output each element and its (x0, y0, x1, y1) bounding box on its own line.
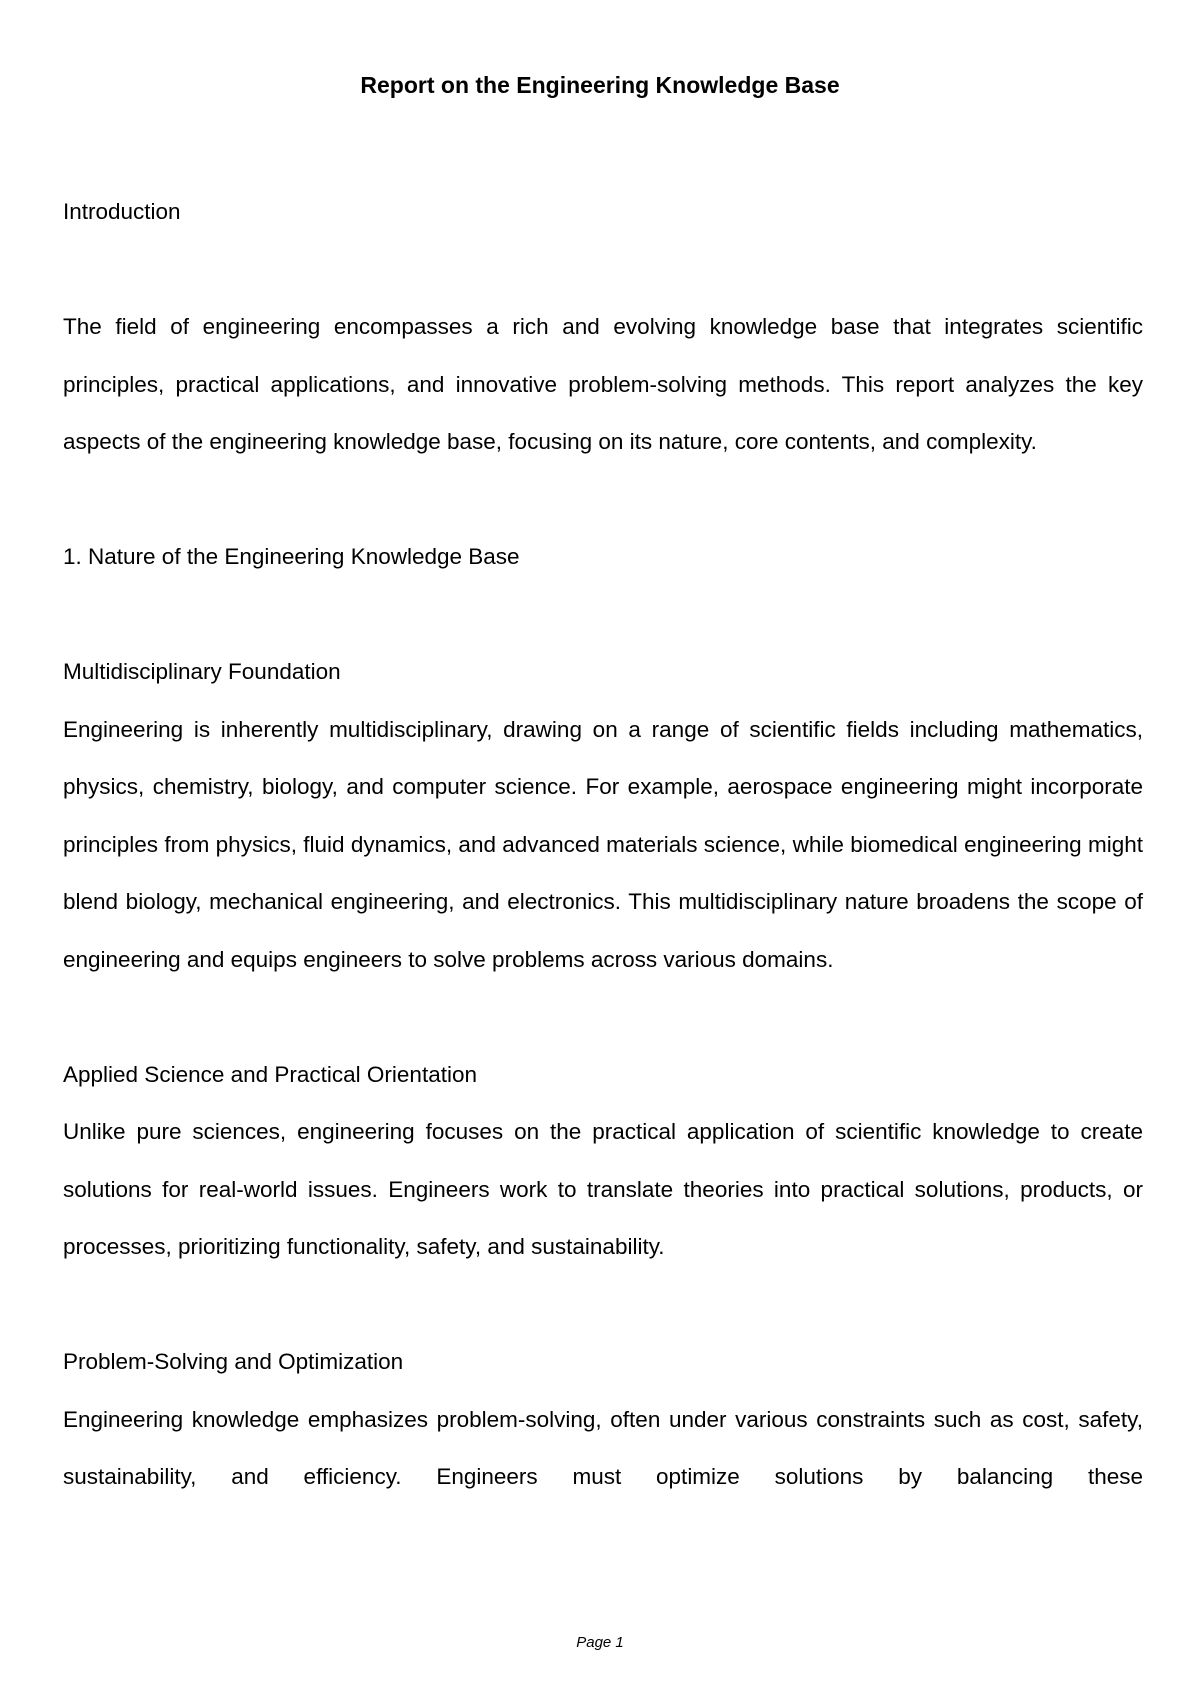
spacer (63, 586, 1143, 644)
intro-paragraph: The field of engineering encompasses a rich and evolving knowledge base that integrates scientific principles, practical applications, and innovative problem-solving methods. This report analyzes the key aspects of the engineering knowledge base, focusing on its nature, core contents, and complexity. (63, 314, 1143, 454)
document-body (63, 183, 1143, 1506)
subsection-paragraph-problem-solving: Engineering knowledge emphasizes problem-solving, often under various constraints such as cost, safety, sustainability, and efficiency. Engineers must optimize solutions by balancing these (63, 1406, 1143, 1489)
document-title: Report on the Engineering Knowledge Base (360, 72, 840, 98)
spacer (63, 1276, 1143, 1334)
subsection-paragraph-multidisciplinary: Engineering is inherently multidisciplinary, drawing on a range of scientific fields including mathematics, physics, chemistry, biology, and computer science. For example, aerospace engineering might incorporate principles from physics, fluid dynamics, and advanced materials science, while biomedical engineering might blend biology, mechanical engineering, and electronics. This multidisciplinary nature broadens the scope of engineering and equips engineers to solve problems across various domains. (63, 716, 1143, 972)
subsection-heading-multidisciplinary: Multidisciplinary Foundation (63, 659, 341, 684)
subsection-paragraph-applied-science: Unlike pure sciences, engineering focuses on the practical application of scientific knowledge to create solutions for real-world issues. Engineers work to translate theories into practical solutions, products, or processes, prioritizing functionality, safety, and sustainability. (63, 1119, 1143, 1259)
spacer (63, 241, 1143, 299)
subsection-heading-problem-solving: Problem-Solving and Optimization (63, 1349, 404, 1374)
section-heading: 1. Nature of the Engineering Knowledge Base (63, 544, 520, 569)
subsection-heading-applied-science: Applied Science and Practical Orientation (63, 1061, 477, 1087)
spacer (63, 988, 1143, 1046)
intro-heading: Introduction (63, 199, 181, 224)
spacer (63, 471, 1143, 529)
page-number: Page 1 (576, 1634, 624, 1651)
